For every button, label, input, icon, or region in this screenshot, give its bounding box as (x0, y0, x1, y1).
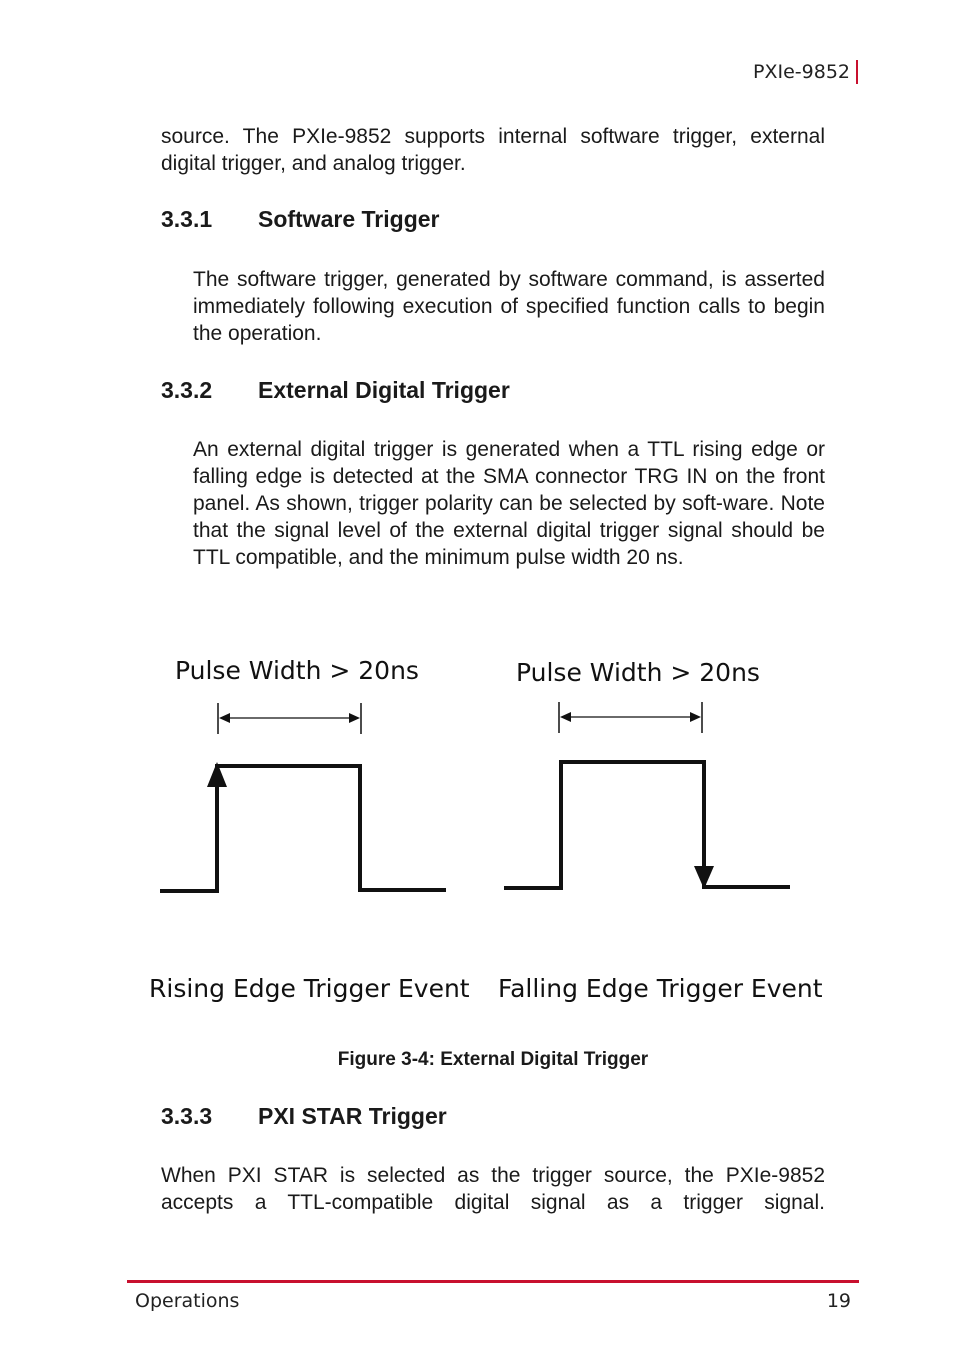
right-pulse-width-dimension (559, 702, 702, 733)
left-pulse-width-dimension (218, 703, 361, 734)
section-number: 3.3.2 (161, 377, 213, 403)
section-heading-pxi-star-trigger (161, 1103, 447, 1130)
falling-edge-waveform (504, 762, 790, 889)
section-title: External Digital Trigger (258, 377, 510, 403)
figure-caption: Figure 3-4: External Digital Trigger (337, 1049, 649, 1070)
falling-edge-event-label: Falling Edge Trigger Event (498, 974, 823, 1003)
section-title: PXI STAR Trigger (258, 1103, 447, 1129)
section-number: 3.3.1 (161, 206, 213, 232)
left-pulse-width-label: Pulse Width > 20ns (175, 656, 419, 685)
section-title: Software Trigger (258, 206, 440, 232)
page-number: 19 (826, 1290, 851, 1312)
footer-section-name: Operations (135, 1290, 240, 1312)
footer-rule (127, 1280, 859, 1283)
rising-edge-waveform (160, 762, 446, 891)
rising-edge-event-label: Rising Edge Trigger Event (149, 974, 470, 1003)
pxi-star-trigger-paragraph: When PXI STAR is selected as the trigger source, the PXIe-9852 accepts a TTL-compatible digital signal as a trigger signal. (161, 1164, 825, 1214)
external-digital-trigger-paragraph: An external digital trigger is generated when a TTL rising edge or falling edge is detected at the SMA connector TRG IN on the front panel. As shown, trigger polarity can be selected by soft-ware. Note that the signal level of the external digital trigger signal should be TTL compatible, and the minimum pulse width 20 ns. (193, 438, 825, 569)
intro-paragraph: source. The PXIe-9852 supports internal software trigger, external digital trigger, and analog trigger. (161, 125, 825, 175)
right-pulse-width-label: Pulse Width > 20ns (516, 658, 760, 687)
header-model-name: PXIe-9852 (753, 60, 858, 84)
software-trigger-paragraph: The software trigger, generated by software command, is asserted immediately following execution of specified function calls to begin the operation. (193, 268, 825, 345)
section-number: 3.3.3 (161, 1103, 213, 1129)
